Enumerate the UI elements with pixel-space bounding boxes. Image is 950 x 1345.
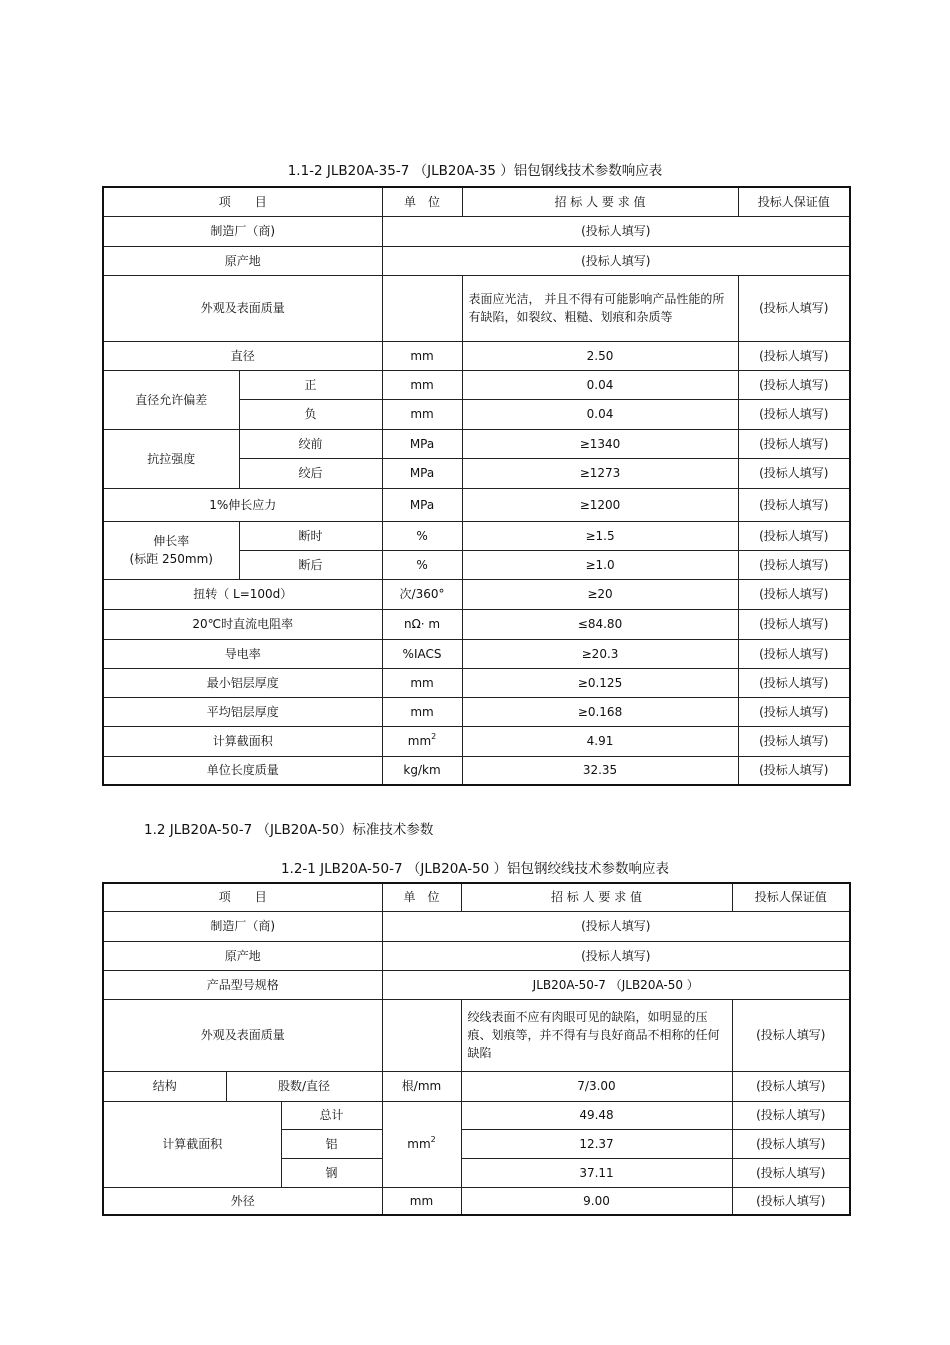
row-guarantee: (投标人填写) [732, 1158, 850, 1187]
row-value: (投标人填写) [382, 246, 850, 275]
row-guarantee: (投标人填写) [738, 726, 850, 756]
row-unit: 次/360° [382, 579, 462, 609]
header-unit: 单 位 [382, 883, 461, 911]
table-row [103, 970, 850, 999]
row-label: 直径 [103, 341, 382, 370]
row-guarantee: (投标人填写) [732, 999, 850, 1071]
row-label: 外观及表面质量 [103, 999, 382, 1071]
unit-superscript: 2 [430, 1135, 436, 1144]
table-row [103, 756, 850, 785]
table-row [103, 726, 850, 756]
unit-text: mm [407, 1137, 431, 1151]
row-unit [382, 999, 461, 1071]
table-row [103, 639, 850, 668]
table2-title: 1.2-1 JLB20A-50-7 （JLB20A-50 ）铝包钢绞线技术参数响应表 [280, 861, 670, 877]
header-guarantee: 投标人保证值 [732, 883, 850, 911]
row-value: JLB20A-50-7 （JLB20A-50 ） [382, 970, 850, 999]
row-unit: % [382, 550, 462, 579]
row-unit [382, 1101, 461, 1187]
row-requirement: ≥1.0 [462, 550, 738, 579]
row-requirement: 表面应光洁， 并且不得有可能影响产品性能的所有缺陷，如裂纹、粗糙、划痕和杂质等 [462, 275, 738, 341]
row-label: 单位长度质量 [103, 756, 382, 785]
row-requirement: 32.35 [462, 756, 738, 785]
row-label: 产品型号规格 [103, 970, 382, 999]
row-requirement: 49.48 [461, 1101, 732, 1129]
row-group-label: 直径允许偏差 [103, 370, 239, 429]
table-row [103, 911, 850, 941]
row-unit [382, 726, 462, 756]
table-row [103, 1071, 850, 1101]
table-row [103, 941, 850, 970]
row-sublabel: 钢 [281, 1158, 382, 1187]
row-requirement: 4.91 [462, 726, 738, 756]
row-requirement: ≥0.168 [462, 697, 738, 726]
row-unit: mm [382, 1187, 461, 1215]
row-group-label: 计算截面积 [103, 1101, 281, 1187]
row-guarantee: (投标人填写) [738, 429, 850, 458]
table-row [103, 999, 850, 1071]
row-value: (投标人填写) [382, 216, 850, 246]
row-sublabel: 股数/直径 [226, 1071, 382, 1101]
row-requirement: ≥0.125 [462, 668, 738, 697]
row-sublabel: 断后 [239, 550, 382, 579]
row-unit: mm [382, 697, 462, 726]
row-value: (投标人填写) [382, 941, 850, 970]
row-sublabel: 总计 [281, 1101, 382, 1129]
table2 [102, 882, 851, 1216]
row-requirement: ≥20 [462, 579, 738, 609]
row-label: 外径 [103, 1187, 382, 1215]
row-label: 原产地 [103, 246, 382, 275]
row-requirement: 0.04 [462, 370, 738, 399]
table-row [103, 370, 850, 399]
header-item: 项 目 [103, 883, 382, 911]
row-guarantee: (投标人填写) [738, 668, 850, 697]
row-label: 平均铝层厚度 [103, 697, 382, 726]
row-label: 制造厂（商) [103, 216, 382, 246]
row-requirement: ≤84.80 [462, 609, 738, 639]
table-row [103, 1187, 850, 1215]
row-value: (投标人填写) [382, 911, 850, 941]
table-row [103, 275, 850, 341]
table-row [103, 668, 850, 697]
table-row [103, 341, 850, 370]
row-guarantee: (投标人填写) [738, 275, 850, 341]
row-sublabel: 断时 [239, 521, 382, 550]
row-group-label: 抗拉强度 [103, 429, 239, 488]
row-unit: mm [382, 341, 462, 370]
row-requirement: 37.11 [461, 1158, 732, 1187]
row-guarantee: (投标人填写) [738, 639, 850, 668]
row-label: 原产地 [103, 941, 382, 970]
table-row [103, 187, 850, 216]
row-unit: 根/mm [382, 1071, 461, 1101]
row-guarantee: (投标人填写) [738, 399, 850, 429]
row-label: 计算截面积 [103, 726, 382, 756]
row-unit: mm [382, 668, 462, 697]
table-row [103, 216, 850, 246]
elongation-label: 伸长率 [153, 534, 190, 548]
row-unit: MPa [382, 488, 462, 521]
row-requirement: 0.04 [462, 399, 738, 429]
table-row [103, 1101, 850, 1129]
row-requirement: ≥1340 [462, 429, 738, 458]
row-guarantee: (投标人填写) [738, 697, 850, 726]
row-guarantee: (投标人填写) [738, 521, 850, 550]
row-label: 导电率 [103, 639, 382, 668]
row-requirement: ≥20.3 [462, 639, 738, 668]
table-row [103, 429, 850, 458]
row-guarantee: (投标人填写) [732, 1071, 850, 1101]
row-sublabel: 绞后 [239, 458, 382, 488]
table-row [103, 697, 850, 726]
row-unit: MPa [382, 458, 462, 488]
row-unit: nΩ· m [382, 609, 462, 639]
header-unit: 单 位 [382, 187, 462, 216]
row-guarantee: (投标人填写) [732, 1101, 850, 1129]
row-label: 20℃时直流电阻率 [103, 609, 382, 639]
row-unit: %IACS [382, 639, 462, 668]
row-requirement: ≥1200 [462, 488, 738, 521]
table-row [103, 246, 850, 275]
row-unit: kg/km [382, 756, 462, 785]
row-guarantee: (投标人填写) [738, 488, 850, 521]
row-unit: % [382, 521, 462, 550]
row-guarantee: (投标人填写) [738, 756, 850, 785]
section-heading: 1.2 JLB20A-50-7 （JLB20A-50）标准技术参数 [144, 822, 434, 838]
row-sublabel: 铝 [281, 1129, 382, 1158]
row-guarantee: (投标人填写) [738, 370, 850, 399]
row-sublabel: 负 [239, 399, 382, 429]
table1 [102, 186, 851, 786]
header-item: 项 目 [103, 187, 382, 216]
header-requirement: 招 标 人 要 求 值 [462, 187, 738, 216]
row-label: 制造厂（商) [103, 911, 382, 941]
row-guarantee: (投标人填写) [738, 609, 850, 639]
row-guarantee: (投标人填写) [738, 458, 850, 488]
row-requirement: 9.00 [461, 1187, 732, 1215]
unit-text: mm [407, 734, 432, 748]
row-requirement: ≥1.5 [462, 521, 738, 550]
row-unit: MPa [382, 429, 462, 458]
row-group-label [103, 521, 239, 579]
row-requirement: 2.50 [462, 341, 738, 370]
row-guarantee: (投标人填写) [732, 1129, 850, 1158]
header-requirement: 招 标 人 要 求 值 [461, 883, 732, 911]
row-requirement: 绞线表面不应有肉眼可见的缺陷，如明显的压痕、划痕等，并不得有与良好商品不相称的任何缺陷 [461, 999, 732, 1071]
row-requirement: 12.37 [461, 1129, 732, 1158]
table1-title: 1.1-2 JLB20A-35-7 （JLB20A-35 ）铝包钢线技术参数响应表 [287, 163, 663, 179]
row-unit: mm [382, 370, 462, 399]
table-row [103, 521, 850, 550]
row-requirement: 7/3.00 [461, 1071, 732, 1101]
header-guarantee: 投标人保证值 [738, 187, 850, 216]
row-guarantee: (投标人填写) [738, 341, 850, 370]
table-row [103, 488, 850, 521]
row-requirement: ≥1273 [462, 458, 738, 488]
row-unit [382, 275, 462, 341]
table-row [103, 609, 850, 639]
row-guarantee: (投标人填写) [732, 1187, 850, 1215]
row-unit: mm [382, 399, 462, 429]
row-label: 结构 [103, 1071, 226, 1101]
row-sublabel: 绞前 [239, 429, 382, 458]
gauge-length-label: (标距 250mm) [129, 552, 213, 566]
row-guarantee: (投标人填写) [738, 550, 850, 579]
table-row [103, 579, 850, 609]
table-row [103, 883, 850, 911]
unit-superscript: 2 [431, 732, 437, 741]
row-guarantee: (投标人填写) [738, 579, 850, 609]
row-label: 最小铝层厚度 [103, 668, 382, 697]
row-label: 1%伸长应力 [103, 488, 382, 521]
row-sublabel: 正 [239, 370, 382, 399]
row-label: 扭转（ L=100d） [103, 579, 382, 609]
row-label: 外观及表面质量 [103, 275, 382, 341]
